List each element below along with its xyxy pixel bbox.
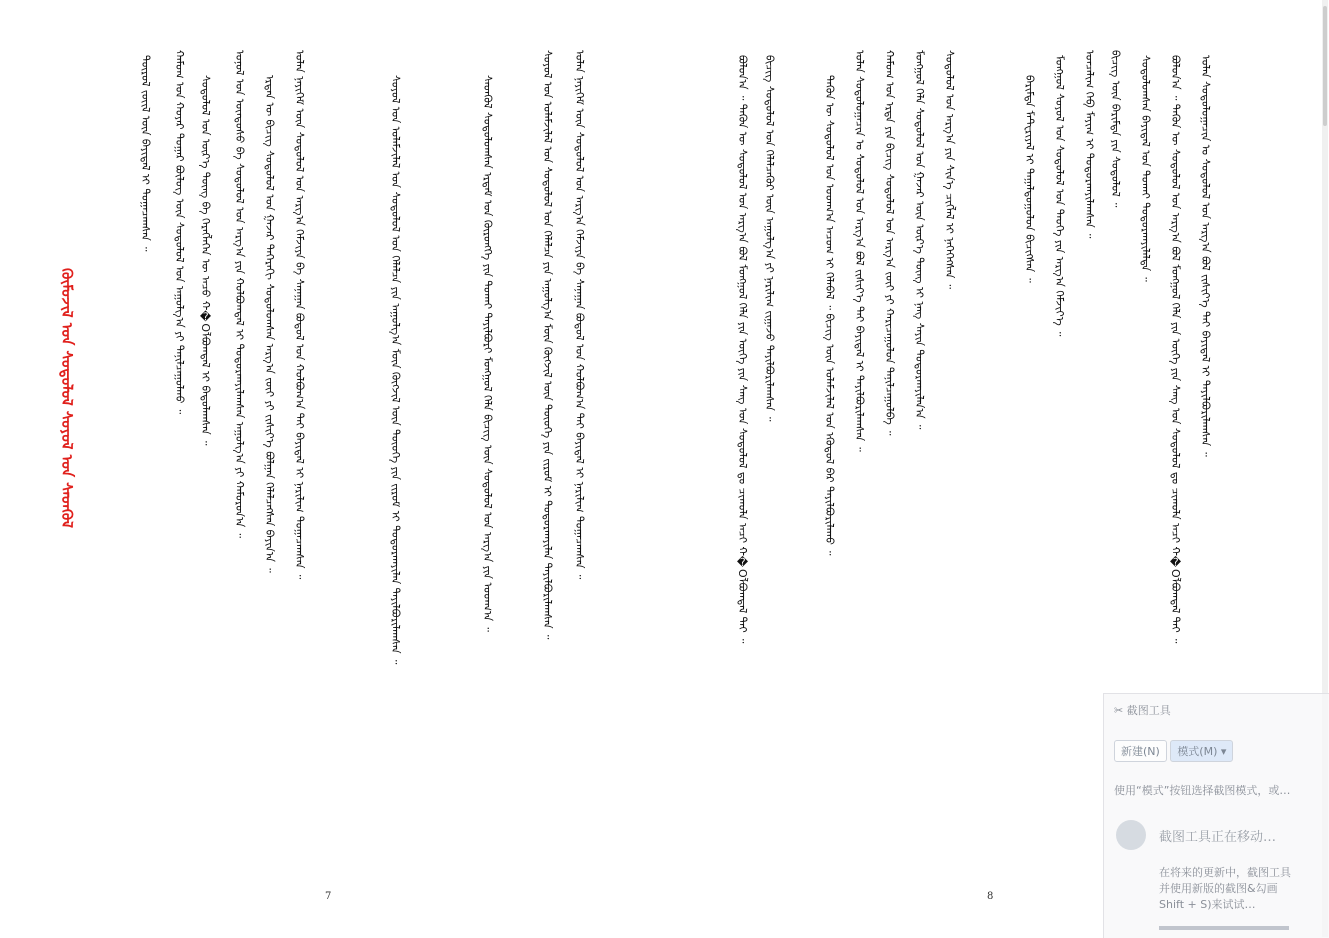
right-col-1: ᠪᠣᠯᠤᠨ᠎ᠠ ᠃ ᠲᠡᠭᠦᠨ ᠦ ᠰᠤᠳᠤᠯᠤᠯ ᠤᠨ ᠠᠷᠭ᠎ᠠ ᠪᠣᠯ ᠮᠣᠩᠭᠣᠯ ᠬᠡᠯᠡ ᠶᠢᠨ ᠦᠭᠡ ᠶᠢᠨ ᠰᠠᠩ ᠤᠨ ᠰᠤᠳᠤᠯᠤᠯ ᠳᠤ ᠴᠢᠬᠤᠯᠠ ᠠᠴᠢ ᠬ�Oᠯᠪᠣᠭᠳᠠᠯ ᠲᠠᠢ ᠃ xyxy=(736,55,749,644)
right-col-2: ᠪᠢᠴᠢᠭ ᠰᠤᠳᠤᠯᠤᠯ ᠤᠨ ᠬᠡᠯᠡᠯᠴᠡᠭᠦᠷ ᠦᠨ ᠠᠭᠤᠯᠭ᠎ᠠ ᠶᠢ ᠨᠠᠷᠢᠯᠢᠭ ᠵᠢᠭᠠᠵᠤ ᠲᠠᠶᠢᠯᠪᠤᠷᠢᠯᠠᠭᠰᠠᠨ ᠃ xyxy=(763,55,776,422)
left-col-9: ᠰᠣᠶᠣᠯ ᠤᠨ ᠤᠯᠠᠮᠵᠢᠯᠠᠯ ᠤᠨ ᠰᠤᠳᠤᠯᠤᠯ ᠤᠨ ᠬᠡᠯᠡᠯᠴᠡ ᠶᠢᠨ ᠠᠭᠤᠯᠭ᠎ᠠ ᠮᠥᠨ ᠬᠥᠭᠵᠢᠯ ᠦᠨ ᠲᠦᠦᠬᠡ ᠶᠢᠨ ᠵᠢᠷᠤᠮ ᠢ ᠲᠣᠳᠤᠷᠬᠠᠶᠢᠯᠠᠨ ᠲᠠᠶᠢᠯᠪᠤᠷᠢᠯᠠᠭᠰᠠᠨ ᠃ xyxy=(541,50,554,640)
snip-progress-bar xyxy=(1159,926,1289,930)
snip-body-line3: Shift + S)来试试… xyxy=(1159,898,1256,911)
chevron-down-icon: ▾ xyxy=(1220,745,1227,758)
snip-body-line2: 并使用新版的截图&勾画 xyxy=(1159,882,1278,895)
left-col-5: ᠡᠷᠲᠡᠨ ᠦ ᠪᠢᠴᠢᠭ ᠰᠤᠳᠤᠯᠤᠯ ᠤᠨ ᠭᠠᠵᠠᠷ ᠳᠡᠭᠡᠷᠡᠬᠢ ᠰᠤᠳᠤᠯᠤᠭᠰᠠᠨ ᠠᠷᠭ᠎ᠠ ᠵᠦᠢ ᠶᠢ ᠵᠢᠱᠢᠶ᠎ᠡ ᠪᠣᠯᠭᠠᠨ ᠬᠡᠯᠡᠯᠴᠡᠭᠰᠡᠨ ᠪᠠᠶᠢᠨ᠎ᠠ ᠃ xyxy=(263,75,276,573)
right-col-5: ᠬᠠᠮᠤᠭ ᠤᠨ ᠡᠷᠲᠡ ᠶᠢᠨ ᠪᠢᠴᠢᠭ ᠰᠤᠳᠤᠯᠤᠯ ᠤᠨ ᠠᠷᠭ᠎ᠠ ᠵᠦᠢ ᠶᠢ ᠬᠠᠷᠢᠴᠠᠭᠤᠯᠤᠨ ᠲᠠᠨᠢᠯᠴᠠᠭᠤᠯᠪᠠ ᠃ xyxy=(883,50,896,436)
left-col-4: ᠣᠨᠣᠯ ᠤᠨ ᠦᠨᠳᠦᠰᠦ ᠪᠠ ᠰᠤᠳᠤᠯᠤᠯ ᠤᠨ ᠠᠷᠭ᠎ᠠ ᠶᠢᠨ ᠬᠣᠯᠪᠣᠭᠳᠠᠯ ᠢ ᠲᠣᠳᠣᠷᠬᠠᠶᠢᠯᠠᠭᠰᠠᠨ ᠠᠭᠤᠯᠭ᠎ᠠ ᠶᠢ ᠬᠠᠮᠤᠷᠤᠨ᠎ᠠ ᠃ xyxy=(233,50,246,538)
right-col-6: ᠮᠣᠩᠭᠣᠯ ᠬᠡᠯᠡ ᠰᠤᠳᠤᠯᠤᠯ ᠤᠨ ᠭᠠᠵᠠᠷ ᠦᠨ ᠦᠷ᠎ᠡ ᠳᠦᠩ ᠢ ᠨᠡᠩ ᠰᠠᠶᠢᠨ ᠲᠣᠳᠤᠷᠬᠠᠶᠢᠯᠠᠨ᠎ᠠ ᠃ xyxy=(913,50,926,430)
left-page-number: 7 xyxy=(325,891,332,902)
left-col-7: ᠰᠣᠶᠣᠯ ᠤᠨ ᠤᠯᠠᠮᠵᠢᠯᠠᠯ ᠤᠨ ᠰᠤᠳᠤᠯᠤᠯ ᠤᠨ ᠬᠡᠯᠡᠯᠴᠡ ᠶᠢᠨ ᠠᠭᠤᠯᠭ᠎ᠠ ᠮᠥᠨ ᠬᠥᠭᠵᠢᠯ ᠦᠨ ᠲᠦᠦᠬᠡ ᠶᠢᠨ ᠵᠢᠷᠤᠮ ᠢ ᠲᠣᠳᠤᠷᠬᠠᠶᠢᠯᠠᠨ ᠲᠠᠶᠢᠯᠪᠤᠷᠢᠯᠠᠭᠰᠠᠨ ᠃ xyxy=(389,75,402,665)
right-col-12: ᠰᠤᠳᠤᠯᠤᠭᠰᠠᠨ ᠪᠠᠶᠢᠳᠠᠯ ᠤᠨ ᠲᠤᠬᠠᠢ ᠲᠣᠳᠤᠷᠬᠠᠶᠢᠯᠠᠯᠲᠠ ᠃ xyxy=(1139,55,1152,282)
left-page-title: ᠬᠥᠮᠦᠵᠢᠯ ᠤᠨ ᠰᠤᠳᠤᠯᠤᠯ ᠰᠣᠶᠣᠯ ᠤᠨ ᠰᠡᠳᠬᠦᠯ xyxy=(58,268,76,528)
mode-label: 模式(M) xyxy=(1177,745,1218,758)
right-page-number: 8 xyxy=(987,891,994,902)
right-col-4: ᠣᠯᠠᠨ ᠰᠤᠳᠤᠯᠤᠭᠠᠴᠢᠨ ᠤ ᠰᠤᠳᠤᠯᠤᠯ ᠤᠨ ᠠᠷᠭ᠎ᠠ ᠪᠣᠯ ᠵᠢᠱᠢᠶ᠎ᠡ ᠲᠠᠢ ᠪᠠᠶᠢᠳᠠᠯ ᠢ ᠲᠠᠶᠢᠯᠪᠤᠷᠢᠯᠠᠭᠰᠠᠨ ᠃ xyxy=(853,50,866,452)
left-col-10: ᠣᠯᠠᠨ ᠨᠡᠶᠢᠭᠡᠮ ᠦᠨ ᠰᠤᠳᠤᠯᠤᠯ ᠤᠨ ᠠᠷᠭ᠎ᠠ ᠬᠡᠮᠵᠢᠶᠡ ᠪᠠ ᠰᠠᠨᠠᠭᠠᠨ ᠪᠣᠳᠤᠯ ᠤᠨ ᠬᠣᠯᠪᠣᠭ᠎ᠠ ᠲᠠᠢ ᠪᠠᠶᠢᠳᠠᠯ ᠢ ᠨᠠᠷᠢᠯᠢᠭ ᠲᠣᠭᠠᠴᠠᠭᠰᠠᠨ ᠃ xyxy=(573,50,586,580)
snip-logo-icon xyxy=(1116,820,1146,850)
right-col-14: ᠣᠯᠠᠨ ᠰᠤᠳᠤᠯᠤᠭᠠᠴᠢᠨ ᠤ ᠰᠤᠳᠤᠯᠤᠯ ᠤᠨ ᠠᠷᠭ᠎ᠠ ᠪᠣᠯ ᠵᠢᠱᠢᠶ᠎ᠡ ᠲᠠᠢ ᠪᠠᠶᠢᠳᠠᠯ ᠢ ᠲᠠᠶᠢᠯᠪᠤᠷᠢᠯᠠᠭᠰᠠᠨ ᠃ xyxy=(1199,55,1212,457)
left-col-8: ᠰᠡᠳᠬᠦᠯ ᠰᠤᠳᠤᠯᠤᠭᠰᠠᠨ ᠡᠷᠳᠡᠮ ᠤᠨ ᠬᠥᠷᠦᠩᠭᠡ ᠶᠢᠨ ᠲᠤᠬᠠᠢ ᠲᠠᠶᠢᠯᠪᠤᠷᠢ ᠮᠣᠩᠭᠣᠯ ᠬᠡᠯᠡ ᠪᠢᠴᠢᠭ ᠦᠨ ᠰᠤᠳᠤᠯᠤᠯ ᠤᠨ ᠠᠷᠭ᠎ᠠ ᠶᠢᠨ ᠤᠳᠬ᠎ᠠ ᠃ xyxy=(481,75,494,632)
left-col-6: ᠣᠯᠠᠨ ᠨᠡᠶᠢᠭᠡᠮ ᠦᠨ ᠰᠤᠳᠤᠯᠤᠯ ᠤᠨ ᠠᠷᠭ᠎ᠠ ᠬᠡᠮᠵᠢᠶᠡ ᠪᠠ ᠰᠠᠨᠠᠭᠠᠨ ᠪᠣᠳᠤᠯ ᠤᠨ ᠬᠣᠯᠪᠣᠭ᠎ᠠ ᠲᠠᠢ ᠪᠠᠶᠢᠳᠠᠯ ᠢ ᠨᠠᠷᠢᠯᠢᠭ ᠲᠣᠭᠠᠴᠠᠭᠰᠠᠨ ᠃ xyxy=(293,50,306,580)
right-col-8: ᠪᠠᠷᠢᠮᠲᠠ ᠮᠠᠲ᠋ᠧᠷᠢᠶᠠᠯ ᠢ ᠳᠠᠭᠠᠯᠳᠤᠭᠤᠯᠤᠨ ᠪᠢᠴᠢᠭᠰᠡᠨ ᠃ xyxy=(1023,75,1036,283)
right-col-13: ᠪᠣᠯᠤᠨ᠎ᠠ ᠃ ᠲᠡᠭᠦᠨ ᠦ ᠰᠤᠳᠤᠯᠤᠯ ᠤᠨ ᠠᠷᠭ᠎ᠠ ᠪᠣᠯ ᠮᠣᠩᠭᠣᠯ ᠬᠡᠯᠡ ᠶᠢᠨ ᠦᠭᠡ ᠶᠢᠨ ᠰᠠᠩ ᠤᠨ ᠰᠤᠳᠤᠯᠤᠯ ᠳᠤ ᠴᠢᠬᠤᠯᠠ ᠠᠴᠢ ᠬ�Oᠯᠪᠣᠭᠳᠠᠯ ᠲᠠᠢ ᠃ xyxy=(1169,55,1182,644)
right-col-3: ᠲᠡᠭᠦᠨ ᠦ ᠰᠤᠳᠤᠯᠤᠯ ᠤᠨ ᠤᠳᠬ᠎ᠠ ᠠᠴᠤᠭ ᠢ ᠬᠡᠯᠡᠪᠡᠯ ᠃ ᠪᠢᠴᠢᠭ ᠦᠨ ᠤᠯᠠᠮᠵᠢᠯᠠᠯ ᠤᠨ ᠡᠭᠦᠳᠦᠯ ᠪᠡᠷ ᠲᠠᠶᠢᠯᠪᠤᠷᠢᠯᠠᠬᠤ ᠃ xyxy=(823,75,836,556)
snip-title: 截图工具 xyxy=(1126,704,1171,717)
left-col-1: ᠲᠦᠷᠦᠯ ᠵᠦᠢᠯ ᠦᠨ ᠪᠠᠶᠢᠳᠠᠯ ᠢ ᠲᠣᠭᠠᠴᠠᠭᠰᠠᠨ ᠃ xyxy=(139,55,152,252)
scissors-icon: ✂ xyxy=(1114,704,1124,717)
right-col-9: ᠮᠣᠩᠭᠣᠯ ᠰᠣᠶᠣᠯ ᠤᠨ ᠰᠤᠳᠤᠯᠤᠯ ᠤᠨ ᠲᠡᠦᠬᠡ ᠶᠢᠨ ᠠᠷᠭ᠎ᠠ ᠬᠡᠮᠵᠢᠶ᠎ᠡ ᠃ xyxy=(1053,55,1066,337)
right-col-11: ᠪᠢᠴᠢᠭ ᠦᠨ ᠪᠠᠷᠢᠮᠲᠠ ᠶᠢᠨ ᠰᠤᠳᠤᠯᠤᠯ ᠃ xyxy=(1109,50,1122,208)
new-snip-button[interactable]: 新建(N) xyxy=(1114,740,1167,762)
snip-hint: 使用“模式”按钮选择截图模式，或… xyxy=(1114,784,1291,797)
left-page xyxy=(0,0,660,937)
mode-button[interactable] xyxy=(1170,740,1233,762)
snip-body-line1: 在将来的更新中，截图工具 xyxy=(1159,866,1291,879)
right-col-10: ᠣᠨᠴᠠᠯᠢᠭ ᠬᠡᠪ ᠮᠠᠶᠢᠭ ᠢ ᠲᠣᠳᠣᠷᠬᠠᠶᠢᠯᠠᠭᠰᠠᠨ ᠃ xyxy=(1083,50,1096,239)
right-col-7: ᠰᠤᠳᠤᠯᠤᠯ ᠤᠨ ᠠᠷᠭ᠎ᠠ ᠶᠢᠨ ᠰᠢᠨ᠎ᠡ ᠴᠢᠭᠯᠡᠯ ᠢ ᠨᠡᠭᠡᠭᠡᠭᠰᠡᠨ ᠃ xyxy=(943,50,956,290)
left-col-2: ᠬᠠᠮᠤᠭ ᠤᠨ ᠬᠣᠶᠠᠷ ᠳᠤᠭᠠᠷ ᠪᠦᠯᠦᠭ ᠦᠨ ᠰᠤᠳᠤᠯᠤᠯ ᠤᠨ ᠠᠭᠤᠯᠭ᠎ᠠ ᠶᠢ ᠲᠠᠨᠢᠯᠴᠠᠭᠤᠯᠬᠤ ᠃ xyxy=(173,50,186,415)
scrollbar-thumb[interactable] xyxy=(1323,6,1327,126)
snipping-tool-window[interactable] xyxy=(1103,693,1329,938)
snip-moving-title: 截图工具正在移动… xyxy=(1159,830,1277,845)
left-col-3: ᠰᠤᠳᠤᠯᠤᠯ ᠤᠨ ᠦᠷ᠎ᠡ ᠳᠦᠩ ᠪᠠ ᠬᠡᠷᠡᠭᠯᠡᠭᠡᠨ ᠦ ᠠᠴᠤ ᠬ�Оᠯᠪᠣᠭᠳᠠᠯ ᠢ ᠪᠠᠲᠤᠯᠠᠭᠰᠠᠨ ᠃ xyxy=(199,75,212,446)
